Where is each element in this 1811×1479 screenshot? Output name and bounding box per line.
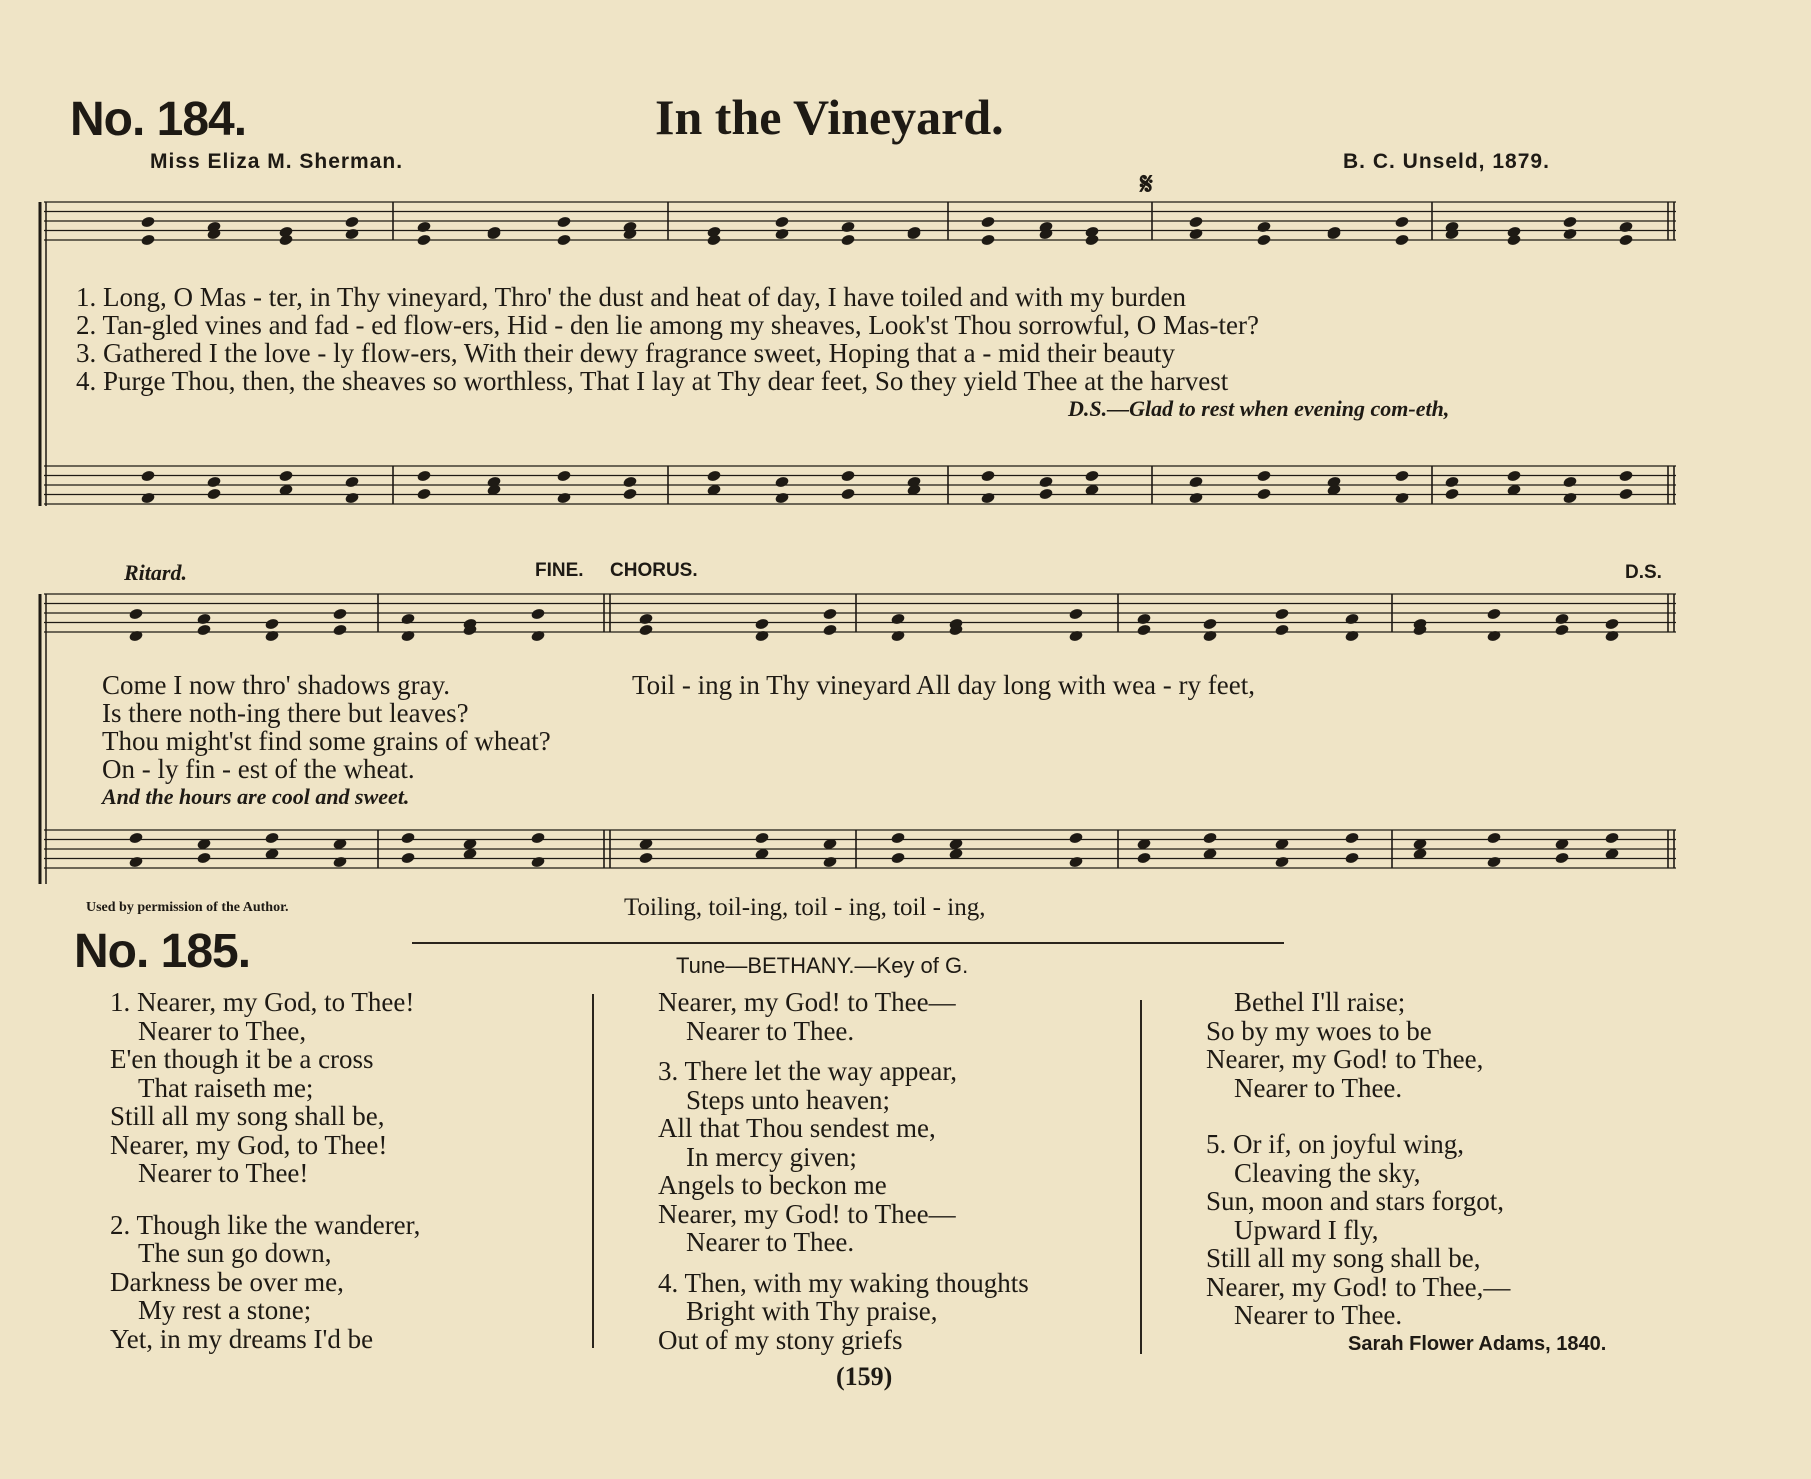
verse-text: 3. There let the way appear, (658, 1056, 958, 1086)
chorus-line: Toil - ing in Thy vineyard All day long with wea - ry feet, (632, 670, 1255, 700)
treble-note (1256, 220, 1271, 233)
verse-text: My rest a stone; (138, 1295, 312, 1325)
bass-note-2 (1136, 851, 1151, 864)
permission-note: Used by permission of the Author. (86, 900, 289, 915)
bass-note-2 (890, 851, 905, 864)
bass-note (1562, 475, 1577, 488)
bass-note-2 (400, 851, 415, 864)
bass-note (840, 487, 855, 500)
treble-note-2 (128, 607, 143, 620)
treble-note-2 (1068, 607, 1083, 620)
verse-text: 4. Then, with my waking thoughts (658, 1267, 1029, 1298)
treble-note (1562, 227, 1577, 240)
bass-note-2 (1274, 855, 1289, 868)
treble-note (140, 215, 155, 228)
treble-note (1618, 233, 1633, 246)
verse-text: Upward I fly, (1234, 1214, 1379, 1245)
hymn-185-author: Sarah Flower Adams, 1840. (1348, 1333, 1607, 1355)
verse-text: E'en though it be a cross (110, 1044, 374, 1074)
tune-line: Tune—BETHANY.—Key of G. (676, 953, 969, 978)
treble-note (1084, 233, 1099, 246)
lyricist-credit: Miss Eliza M. Sherman. (150, 150, 404, 173)
ds-line-2: And the hours are cool and sweet. (102, 784, 410, 809)
ritard-mark: Ritard. (124, 560, 187, 585)
treble-note-2 (1274, 607, 1289, 620)
bass-words: Toiling, toil-ing, toil - ing, toil - ing, (624, 894, 986, 921)
bass-note-2 (1486, 855, 1501, 868)
treble-note-2 (530, 607, 545, 620)
bass-note-2 (196, 851, 211, 864)
bass-note (1256, 469, 1271, 482)
verse-text: Angels to beckon me (658, 1170, 887, 1200)
bass-note (980, 491, 995, 504)
treble-note-2 (638, 623, 653, 636)
stanza-5 (1206, 1130, 1510, 1330)
bass-note-2 (400, 831, 415, 844)
treble-note-2 (1202, 617, 1217, 630)
bass-note (1618, 487, 1633, 500)
bass-note (344, 475, 359, 488)
bass-note (556, 491, 571, 504)
treble-note (1618, 220, 1633, 233)
treble-note (774, 215, 789, 228)
bass-note (1394, 491, 1409, 504)
chorus-mark: CHORUS. (610, 560, 698, 581)
treble-note (1394, 233, 1409, 246)
treble-note-2 (1136, 623, 1151, 636)
bass-note-2 (1554, 851, 1569, 864)
verse-text: Nearer, my God! to Thee,— (1206, 1271, 1511, 1302)
bass-note (278, 469, 293, 482)
verse2-line-1: Come I now thro' shadows gray. (102, 670, 451, 700)
treble-note-2 (400, 612, 415, 625)
bass-note (1506, 469, 1521, 482)
verse-text: Nearer to Thee. (1234, 1072, 1403, 1103)
bass-note-2 (1486, 831, 1501, 844)
page-number: (159) (836, 1362, 893, 1391)
divider-rule (412, 942, 1284, 944)
bass-note (416, 487, 431, 500)
treble-note-2 (1274, 623, 1289, 636)
bass-note-2 (1202, 831, 1217, 844)
treble-note (1394, 215, 1409, 228)
bass-note (1444, 487, 1459, 500)
bass-note-2 (530, 855, 545, 868)
treble-note (706, 233, 721, 246)
bass-note-2 (1068, 831, 1083, 844)
verse-text: Nearer, my God! to Thee— (658, 1198, 956, 1229)
bass-note (1038, 475, 1053, 488)
verse-text: 1. Nearer, my God, to Thee! (110, 987, 415, 1017)
treble-note (416, 233, 431, 246)
treble-note (774, 227, 789, 240)
verse-text: All that Thou sendest me, (658, 1113, 936, 1143)
bass-note (1084, 469, 1099, 482)
bass-note (1188, 491, 1203, 504)
stanza-2 (110, 1211, 420, 1354)
bass-note-2 (530, 831, 545, 844)
verse-line-4: 4. Purge Thou, then, the sheaves so worthless, That I lay at Thy dear feet, So they yield Thee at the harvest (76, 366, 1229, 396)
verse-text: Steps unto heaven; (686, 1084, 890, 1115)
verse-line-3: 3. Gathered I the love - ly flow-ers, With their dewy fragrance sweet, Hoping that a - mid their beauty (76, 338, 1176, 368)
verse2-line-2: Is there noth-ing there but leaves? (102, 698, 469, 728)
stanza-1 (110, 988, 420, 1188)
bass-note (1562, 491, 1577, 504)
verse-text: Nearer, my God! to Thee, (1206, 1044, 1484, 1074)
bass-note (1394, 469, 1409, 482)
bass-note-2 (332, 855, 347, 868)
bass-note-2 (890, 831, 905, 844)
treble-note (556, 215, 571, 228)
verse-text: Sun, moon and stars forgot, (1206, 1186, 1504, 1216)
treble-note (1256, 233, 1271, 246)
verse-text: Nearer to Thee. (686, 1015, 855, 1046)
bass-note (140, 469, 155, 482)
treble-note-2 (1554, 623, 1569, 636)
treble-note (278, 233, 293, 246)
column-divider-2 (1140, 1000, 1142, 1354)
hymn-title: In the Vineyard. (655, 89, 1004, 145)
bass-note-2 (822, 855, 837, 868)
bass-note (206, 475, 221, 488)
treble-note (1562, 215, 1577, 228)
bass-note-2 (1344, 851, 1359, 864)
verse-text: So by my woes to be (1206, 1015, 1432, 1046)
ds-mark: D.S. (1625, 562, 1662, 583)
treble-note-2 (196, 623, 211, 636)
treble-note (1188, 215, 1203, 228)
bass-note (1188, 475, 1203, 488)
stanza-3 (658, 1057, 1029, 1257)
treble-note-2 (822, 607, 837, 620)
bass-note-2 (1604, 831, 1619, 844)
treble-note-2 (332, 623, 347, 636)
column-2 (658, 988, 1029, 1354)
bass-note (1256, 487, 1271, 500)
treble-note-2 (822, 623, 837, 636)
treble-note (416, 220, 431, 233)
verse-line-2: 2. Tan-gled vines and fad - ed flow-ers, Hid - den lie among my sheaves, Look'st Thou sorrowful, O Mas-ter? (76, 310, 1259, 340)
verse-text: 2. Though like the wanderer, (110, 1209, 421, 1240)
treble-note-2 (1136, 612, 1151, 625)
bass-note (840, 469, 855, 482)
verse-text: In mercy given; (686, 1141, 857, 1172)
verse-text: Nearer to Thee. (686, 1227, 855, 1257)
treble-note (980, 215, 995, 228)
bass-note (206, 487, 221, 500)
column-1 (110, 988, 420, 1353)
verse-text: Cleaving the sky, (1234, 1157, 1421, 1188)
bass-note (344, 491, 359, 504)
bass-note (140, 491, 155, 504)
verse-text: Bright with Thy praise, (686, 1296, 938, 1326)
stanza-2-cont (658, 988, 1029, 1045)
bass-note (622, 487, 637, 500)
hymn-number-185: No. 185. (74, 925, 251, 978)
verse-text: That raiseth me; (138, 1072, 314, 1103)
treble-note-2 (332, 607, 347, 620)
treble-note-2 (196, 612, 211, 625)
verse-text: Darkness be over me, (110, 1266, 344, 1297)
verse-text: Nearer to Thee, (138, 1015, 307, 1046)
bass-note-2 (1068, 855, 1083, 868)
bass-note (774, 491, 789, 504)
treble-note (840, 233, 855, 246)
treble-note (980, 233, 995, 246)
treble-note (1188, 227, 1203, 240)
verse-text: Nearer, my God, to Thee! (110, 1129, 388, 1160)
fine-mark: FINE. (535, 560, 584, 581)
verse-text: Still all my song shall be, (1206, 1243, 1481, 1273)
bass-note-2 (128, 855, 143, 868)
verse2-line-4: On - ly fin - est of the wheat. (102, 754, 415, 784)
treble-note-2 (1554, 612, 1569, 625)
treble-note (1506, 233, 1521, 246)
bass-note-2 (264, 831, 279, 844)
stanza-4-cont (1206, 988, 1510, 1102)
verse-text: Out of my stony griefs (658, 1324, 903, 1355)
treble-note (140, 233, 155, 246)
bass-note-2 (1344, 831, 1359, 844)
treble-note-2 (754, 617, 769, 630)
treble-note-2 (638, 612, 653, 625)
treble-note (344, 215, 359, 228)
composer-credit: B. C. Unseld, 1879. (1343, 150, 1550, 173)
segno-sign: 𝄋 (1140, 168, 1153, 201)
verse-text: Nearer to Thee. (1234, 1300, 1403, 1330)
verse-text: Still all my song shall be, (110, 1101, 385, 1131)
verse-text: Nearer, my God! to Thee— (658, 987, 956, 1017)
bass-note (1444, 475, 1459, 488)
column-3 (1206, 988, 1510, 1330)
bass-note (1618, 469, 1633, 482)
treble-note (840, 220, 855, 233)
verse-text: The sun go down, (138, 1238, 332, 1268)
bass-note (980, 469, 995, 482)
bass-note (556, 469, 571, 482)
treble-note-2 (890, 612, 905, 625)
verse-line-1: 1. Long, O Mas - ter, in Thy vineyard, Thro' the dust and heat of day, I have toiled and with my burden (76, 282, 1187, 312)
bass-note (706, 469, 721, 482)
bass-note (416, 469, 431, 482)
bass-note (622, 475, 637, 488)
bass-note (1038, 487, 1053, 500)
verse-text: 5. Or if, on joyful wing, (1206, 1129, 1464, 1159)
ds-line-1: D.S.—Glad to rest when evening com-eth, (1068, 396, 1450, 421)
treble-note-2 (1486, 607, 1501, 620)
verse-text: Bethel I'll raise; (1234, 987, 1406, 1017)
treble-note-2 (1344, 612, 1359, 625)
treble-note (344, 227, 359, 240)
treble-note-2 (1604, 617, 1619, 630)
verse-text: Yet, in my dreams I'd be (110, 1323, 374, 1354)
verse2-line-3: Thou might'st find some grains of wheat? (102, 726, 551, 756)
bass-note-2 (128, 831, 143, 844)
treble-note (556, 233, 571, 246)
column-divider-1 (592, 994, 594, 1348)
bass-note-2 (754, 831, 769, 844)
hymn-number-184: No. 184. (70, 93, 247, 146)
treble-note-2 (264, 617, 279, 630)
bass-note-2 (638, 851, 653, 864)
bass-note (774, 475, 789, 488)
verse-text: Nearer to Thee! (138, 1158, 309, 1188)
stanza-4 (658, 1269, 1029, 1355)
